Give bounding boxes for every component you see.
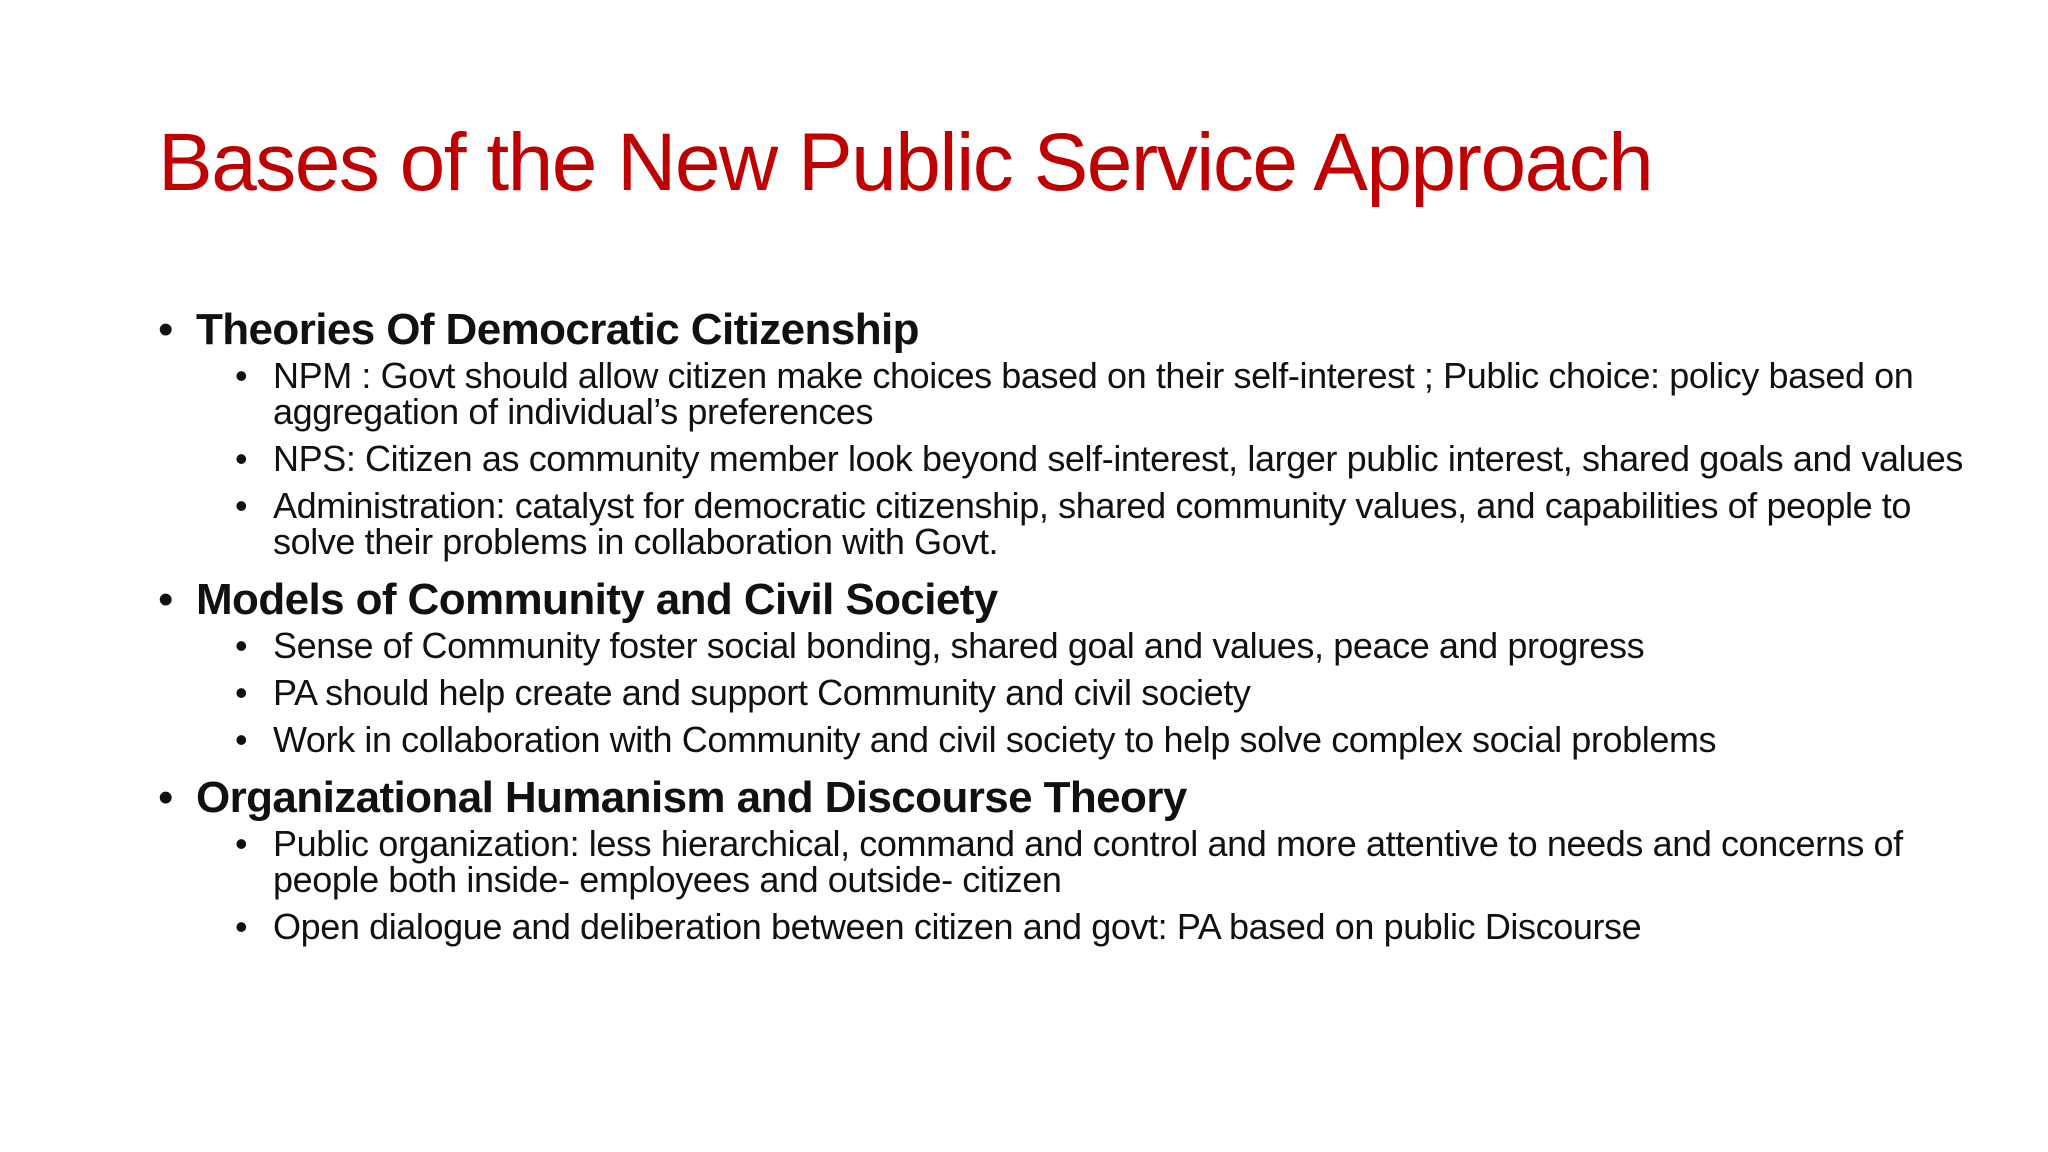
section-heading	[158, 574, 1988, 626]
sub-bullet-item	[235, 438, 1983, 479]
bullet-icon: •	[235, 355, 248, 396]
sub-bullet-item	[235, 719, 1983, 760]
section-community-civil-society	[158, 574, 1988, 758]
heading-text: Theories Of Democratic Citizenship	[196, 305, 919, 354]
sub-bullet-item	[235, 823, 1983, 900]
section-humanism-discourse	[158, 772, 1988, 945]
sub-bullet-list	[158, 355, 1988, 562]
bullet-icon: •	[235, 672, 248, 713]
sub-bullet-item	[235, 672, 1983, 713]
heading-text: Organizational Humanism and Discourse Theory	[196, 773, 1187, 822]
sub-bullet-text: NPS: Citizen as community member look beyond self-interest, larger public interest, shared goals and values	[273, 438, 1964, 479]
slide-body	[158, 304, 1988, 959]
section-democratic-citizenship	[158, 304, 1988, 560]
heading-text: Models of Community and Civil Society	[196, 575, 998, 624]
bullet-icon: •	[235, 823, 248, 864]
sub-bullet-item	[235, 485, 1983, 562]
sub-bullet-text: Open dialogue and deliberation between citizen and govt: PA based on public Discourse	[273, 906, 1642, 947]
bullet-icon: •	[235, 485, 248, 526]
bullet-icon: •	[158, 305, 173, 354]
bullet-icon: •	[235, 719, 248, 760]
bullet-icon: •	[158, 575, 173, 624]
bullet-icon: •	[158, 773, 173, 822]
sub-bullet-item	[235, 906, 1983, 947]
sub-bullet-item	[235, 625, 1983, 666]
sub-bullet-text: NPM : Govt should allow citizen make choices based on their self-interest ; Public choice: policy based on aggregation of individual’s preferences	[273, 355, 1914, 432]
section-heading	[158, 772, 1988, 824]
bullet-icon: •	[235, 906, 248, 947]
section-heading	[158, 304, 1988, 356]
sub-bullet-list	[158, 625, 1988, 760]
sub-bullet-text: Work in collaboration with Community and civil society to help solve complex social problems	[273, 719, 1717, 760]
sub-bullet-text: Administration: catalyst for democratic citizenship, shared community values, and capabilities of people to solve their problems in collaboration with Govt.	[273, 485, 1912, 562]
bullet-icon: •	[235, 625, 248, 666]
sub-bullet-item	[235, 355, 1983, 432]
slide-title: Bases of the New Public Service Approach	[158, 117, 1653, 208]
sub-bullet-list	[158, 823, 1988, 947]
sub-bullet-text: Sense of Community foster social bonding, shared goal and values, peace and progress	[273, 625, 1645, 666]
sub-bullet-text: PA should help create and support Community and civil society	[273, 672, 1251, 713]
bullet-icon: •	[235, 438, 248, 479]
sub-bullet-text: Public organization: less hierarchical, command and control and more attentive to needs and concerns of people both inside- employees and outside- citizen	[273, 823, 1903, 900]
